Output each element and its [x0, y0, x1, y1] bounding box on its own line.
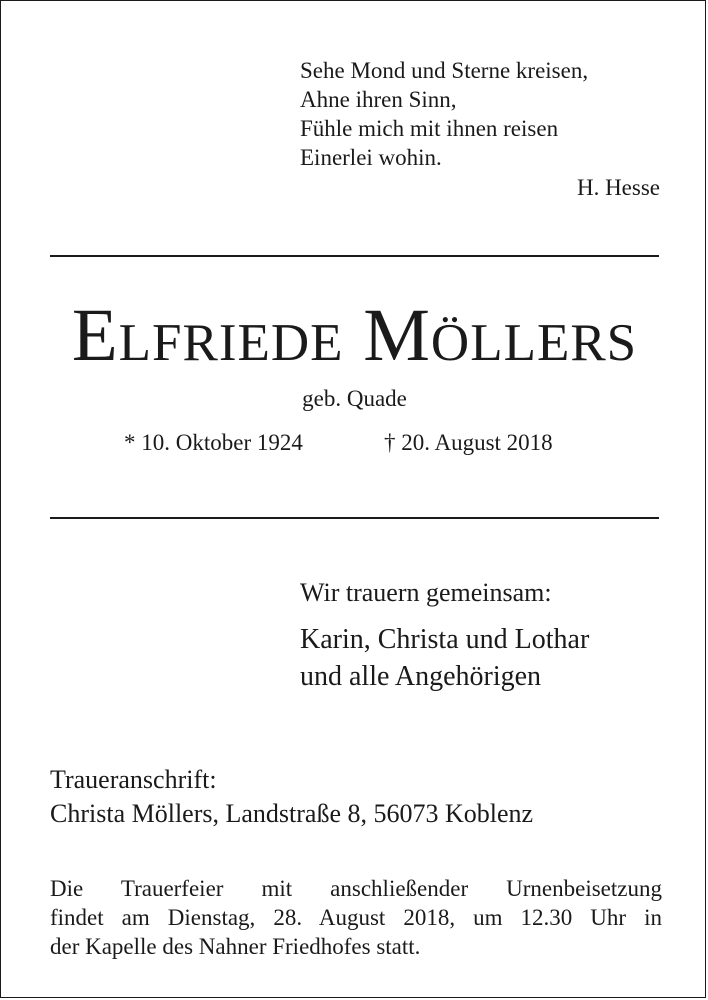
poem-line: Fühle mich mit ihnen reisen	[300, 116, 559, 141]
ceremony-notice	[50, 874, 662, 961]
poem-author: H. Hesse	[576, 175, 660, 200]
address-label: Traueranschrift:	[50, 765, 217, 794]
mourning-intro: Wir trauern gemeinsam:	[300, 578, 552, 607]
poem-line: Sehe Mond und Sterne kreisen,	[300, 58, 589, 83]
death-date: † 20. August 2018	[384, 430, 553, 455]
ceremony-line: findet am Dienstag, 28. August 2018, um 12.30 Uhr in	[50, 905, 662, 930]
mourners-list	[300, 621, 589, 695]
mourners-line: Karin, Christa und Lothar	[300, 624, 590, 655]
mourning-address	[50, 763, 533, 831]
address-value: Christa Möllers, Landstraße 8, 56073 Koblenz	[50, 799, 534, 828]
poem-quote	[300, 56, 660, 202]
birth-name: geb. Quade	[302, 386, 407, 411]
birth-date: * 10. Oktober 1924	[124, 430, 303, 455]
poem-line: Ahne ihren Sinn,	[300, 87, 457, 112]
mourners-line: und alle Angehörigen	[300, 661, 542, 692]
bottom-divider	[50, 517, 659, 519]
top-divider	[50, 255, 659, 257]
ceremony-line: Die Trauerfeier mit anschließender Urnenbeisetzung	[50, 876, 662, 901]
poem-line: Einerlei wohin.	[300, 145, 442, 170]
ceremony-line: der Kapelle des Nahner Friedhofes statt.	[50, 934, 421, 959]
deceased-name: Elfriede Möllers	[71, 294, 638, 377]
